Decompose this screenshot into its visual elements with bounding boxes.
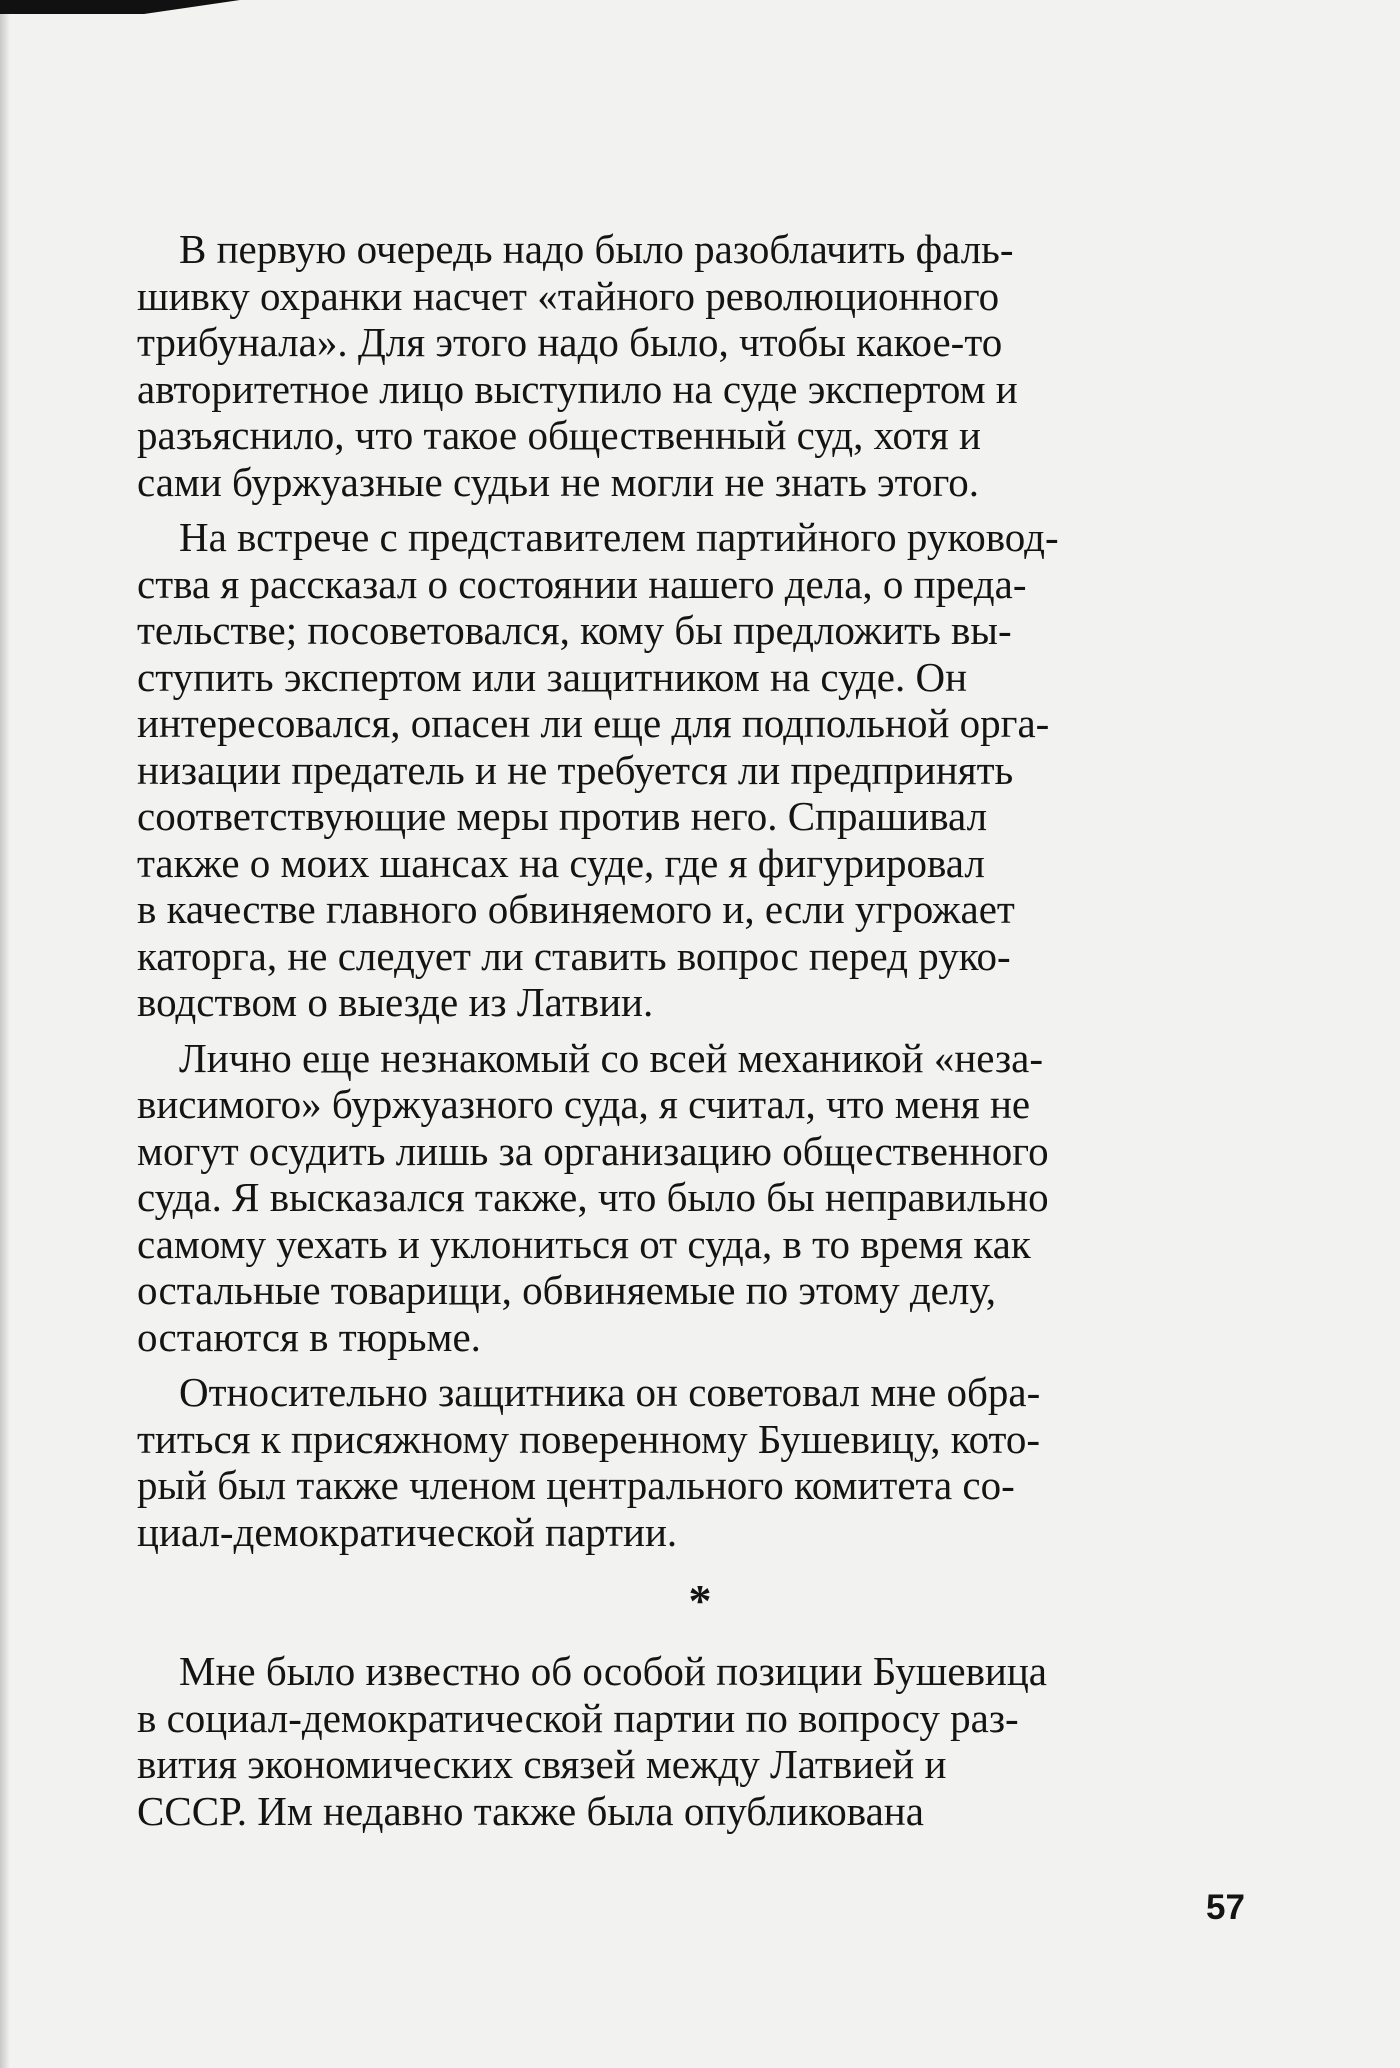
section-separator: * [688,1575,712,1626]
paragraph-2: На встрече с представителем партийного руковод- ства я рассказал о состоянии нашего дела, о преда- тельстве; посоветовался, кому бы предложить вы- ступить экспертом или защитником на суде. Он интересовался, опасен ли еще для подпольной орга- низации предатель и не требуется ли предпринять соответствующие меры против него. Спрашивал также о моих шансах на суде, где я фигурировал в качестве главного обвиняемого и, если угрожает каторга, не следует ли ставить вопрос перед руко- водством о выезде из Латвии. [137,514,1059,1025]
paragraph-1: В первую очередь надо было разоблачить фаль- шивку охранки насчет «тайного революционного трибунала». Для этого надо было, чтобы какое-то авторитетное лицо выступило на суде экспертом и разъяснило, что такое общественный суд, хотя и сами буржуазные судьи не могли не знать этого. [137,226,1018,505]
scan-corner-mark [0,0,240,14]
scan-edge-shadow [0,0,10,2068]
continuation-text-block [137,1648,1253,1843]
paragraph-5: Мне было известно об особой позиции Бушевица в социал-демократической партии по вопросу раз- вития экономических связей между Латвией и СССР. Им недавно также была опубликована [137,1648,1048,1834]
page-number: 57 [1206,1888,1245,1927]
main-text-block [137,226,1253,1564]
paragraph-3: Лично еще незнакомый со всей механикой «неза- висимого» буржуазного суда, я считал, что меня не могут осудить лишь за организацию общественного суда. Я высказался также, что было бы неправильно самому уехать и уклониться от суда, в то время как остальные товарищи, обвиняемые по этому делу, остаются в тюрьме. [137,1034,1049,1360]
paragraph-4: Относительно защитника он советовал мне обра- титься к присяжному поверенному Бушевицу, кото- рый был также членом центрального комитета со- циал-демократической партии. [137,1369,1041,1555]
